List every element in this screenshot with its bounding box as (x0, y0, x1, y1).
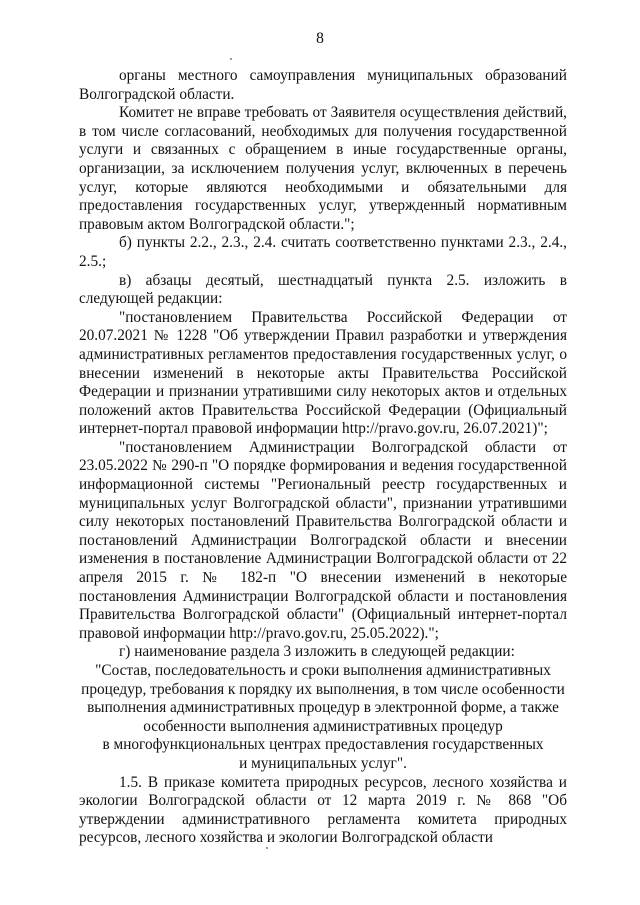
scan-speck (230, 58, 232, 60)
heading-line: особенности выполнения административных процедур (143, 717, 503, 735)
paragraph-item-v: в) абзацы десятый, шестнадцатый пункта 2.5. изложить в следующей редакции: (79, 271, 567, 308)
heading-line: "Состав, последовательность и сроки выполнения административных (95, 662, 551, 679)
paragraph-continuation: органы местного самоуправления муниципальных образований Волгоградской области. (79, 67, 567, 103)
section-heading-quote (79, 662, 567, 774)
paragraph-committee-restriction: Комитет не вправе требовать от Заявителя осуществления действий, в том числе согласований, необходимых для получения государственной услуги и связанных с обращением в иные государственные органы, организации, за исключением получения услуг, включенных в перечень услуг, которые являются необходимыми и обязательными для предоставления государственных услуг, утвержденный нормативным правовым актом Волгоградской области."; (79, 104, 567, 233)
paragraph-government-resolution: "постановлением Правительства Российской Федерации от 20.07.2021 № 1228 "Об утверждении Правил разработки и утверждения административных регламентов предоставления государственных услуг, о внесении изменений в некоторые акты Правительства Российской Федерации и признании утратившими силу некоторых актов и отдельных положений актов Правительства Российской Федерации (Официальный интернет-портал правовой информации http://pravo.gov.ru, 26.07.2021)"; (79, 308, 567, 438)
heading-line: и муниципальных услуг". (239, 754, 407, 772)
heading-line: в многофункциональных центрах предоставления государственных (102, 736, 544, 754)
paragraph-1-5: 1.5. В приказе комитета природных ресурсов, лесного хозяйства и экологии Волгоградской области от 12 марта 2019 г. № 868 "Об утверждении административного регламента комитета природных ресурсов, лесного хозяйства и экологии Волгоградской области (79, 773, 567, 847)
scan-speck (266, 847, 268, 849)
paragraph-item-b: б) пункты 2.2., 2.3., 2.4. считать соответственно пунктами 2.3., 2.4., 2.5.; (79, 234, 567, 270)
paragraph-item-g: г) наименование раздела 3 изложить в следующей редакции: (119, 643, 515, 661)
heading-line: выполнения административных процедур в электронной форме, а также (87, 699, 559, 717)
page-number: 8 (316, 30, 324, 47)
document-body (79, 67, 567, 848)
heading-line: процедур, требования к порядку их выполнения, в том числе особенности (81, 680, 565, 698)
paragraph-administration-resolution: "постановлением Администрации Волгоградской области от 23.05.2022 № 290-п "О порядке формирования и ведения государственной информационной системы "Региональный реестр государственных и муниципальных услуг Волгоградской области", признании утратившими силу некоторых постановлений Правительства Волгоградской области и постановлений Администрации Волгоградской области и внесении изменения в постановление Администрации Волгоградской области от 22 апреля 2015 г. № 182-п "О внесении изменений в некоторые постановления Администрации Волгоградской области и постановления Правительства Волгоградской области" (Официальный интернет-портал правовой информации http://pravo.gov.ru, 25.05.2022)."; (79, 438, 567, 642)
